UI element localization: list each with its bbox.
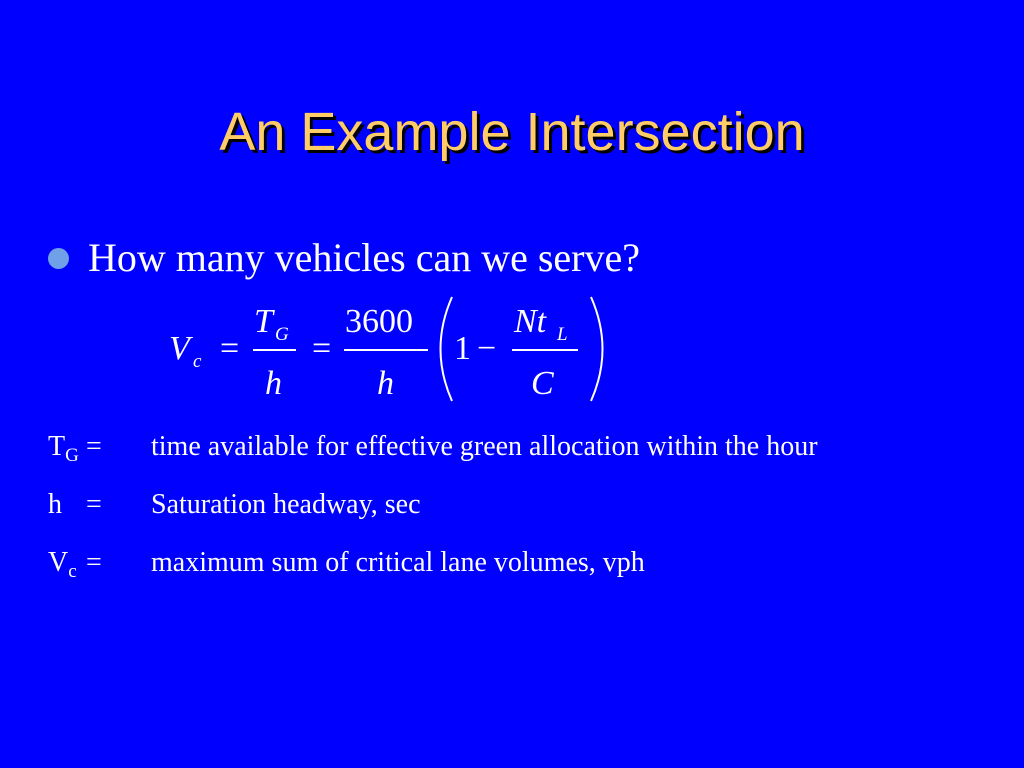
definition-symbol-letter: T [48,431,66,462]
bullet-text: How many vehicles can we serve? [88,235,640,280]
definition-symbol-letter: V [48,547,69,578]
bullet-dot-icon [48,248,69,269]
capacity-formula [165,293,615,405]
formula-right-paren [591,297,603,401]
definition-symbol [48,425,79,472]
definition-equals: = [86,489,102,520]
definition-text: time available for effective green allocation within the hour [151,431,818,462]
formula-frac2-num: 3600 [345,303,413,340]
bullet-item [48,232,640,284]
formula-frac2-den: h [377,365,394,402]
formula-one: 1 [454,330,471,367]
slide-title: An Example Intersection [219,102,805,162]
definition-symbol-sub: c [68,561,77,582]
formula-eq-2: = [312,330,332,367]
definition-symbol [48,483,62,530]
formula-svg [165,293,615,405]
formula-frac3-num-var: Nt [514,303,547,340]
definition-equals: = [86,431,102,462]
definition-symbol [48,541,77,588]
formula-minus: − [477,330,497,367]
definition-text: maximum sum of critical lane volumes, vph [151,547,645,578]
formula-left-paren [441,297,453,401]
definition-equals: = [86,547,102,578]
definition-symbol-sub: G [65,445,79,466]
formula-frac3-num-sub: L [557,324,568,345]
formula-frac1-den: h [265,365,282,402]
formula-lhs-sub: c [193,351,202,372]
formula-lhs-var: V [169,330,190,367]
formula-frac3-den: C [531,365,554,402]
definition-symbol-letter: h [48,489,62,520]
formula-frac1-num-var: T [254,303,273,340]
formula-frac1-num-sub: G [275,324,289,345]
definition-text: Saturation headway, sec [151,489,421,520]
formula-eq-1: = [220,330,240,367]
